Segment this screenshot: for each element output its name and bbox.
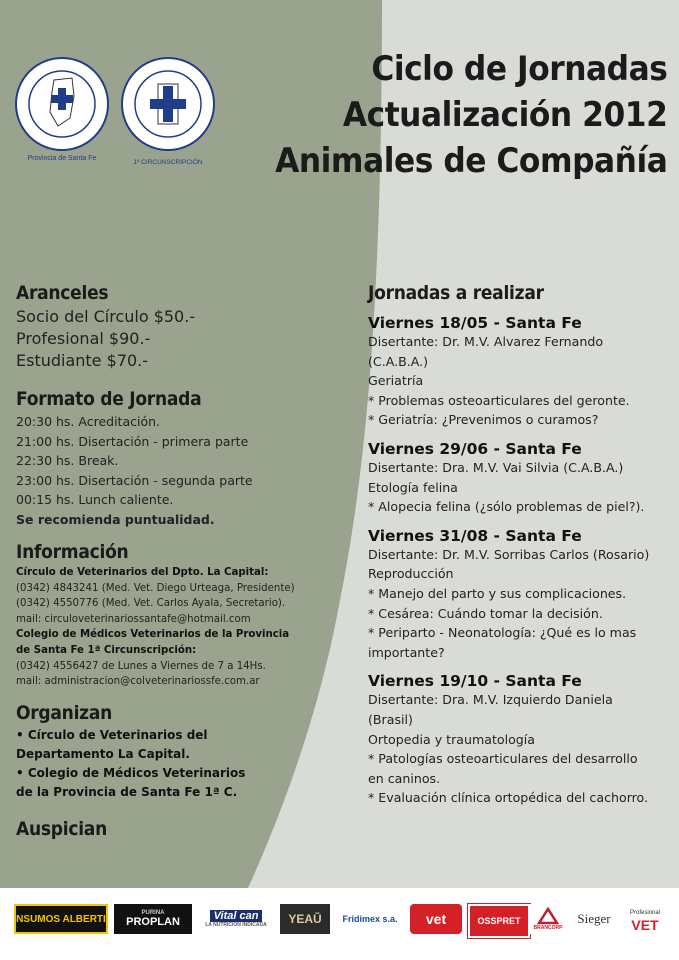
page-title: [275, 46, 667, 184]
schedule-item: 20:30 hs. Acreditación.: [16, 414, 160, 429]
jornada-date: Viernes 18/05 - Santa Fe: [368, 314, 582, 332]
jornada-speaker-origin: (Brasil): [368, 711, 413, 727]
fee-item: Estudiante $70.-: [16, 351, 149, 370]
jornada-speaker: Disertante: Dr. M.V. Alvarez Fernando: [368, 334, 604, 349]
sponsor-nsumos-alberti: NSUMOS ALBERTI: [14, 904, 108, 934]
schedule-item: 23:00 hs. Disertación - segunda parte: [16, 472, 253, 488]
schedule-item: 00:15 hs. Lunch caliente.: [16, 492, 174, 507]
organizer-line: • Colegio de Médicos Veterinarios: [16, 765, 246, 780]
jornada-bullet: * Evaluación clínica ortopédica del cachorro.: [368, 790, 649, 806]
organizer-line: • Círculo de Veterinarios del: [16, 727, 208, 742]
jornada-2: [368, 440, 672, 517]
colegio-subtitle: 1º CIRCUNSCRIPCIÓN: [133, 159, 203, 166]
info-mail: mail: administracion@colveterinariossfe.com.ar: [16, 676, 260, 688]
fee-item: Profesional $90.-: [16, 329, 151, 348]
jornada-date: Viernes 19/10 - Santa Fe: [368, 672, 582, 691]
jornada-bullet: * Manejo del parto y sus complicaciones.: [368, 585, 627, 601]
jornada-topic: Etología felina: [368, 479, 458, 495]
sponsor-profesional-vet: Profesional VET: [620, 904, 670, 934]
sponsor-vet: vet: [410, 904, 462, 934]
svg-text:Provincia de Santa Fe: Provincia de Santa Fe: [27, 155, 97, 162]
jornada-bullet: * Problemas osteoarticulares del geronte.: [368, 392, 630, 408]
fee-item: Socio del Círculo $50.-: [16, 307, 196, 326]
sponsor-proplan: PURINA PROPLAN: [114, 904, 192, 934]
schedule-item: 22:30 hs. Break.: [16, 453, 119, 468]
info-org: Colegio de Médicos Veterinarios de la Provincia: [16, 629, 290, 641]
jornada-speaker-origin: (C.A.B.A.): [368, 353, 429, 369]
jornada-bullet: * Geriatría: ¿Prevenimos o curamos?: [368, 412, 599, 428]
jornada-1: [368, 314, 672, 430]
title-line-1: Ciclo de Jornadas: [370, 49, 667, 89]
jornada-bullet: * Periparto - Neonatología: ¿Qué es lo mas: [368, 625, 637, 641]
info-phone: (0342) 4556427 de Lunes a Viernes de 7 a 14Hs.: [16, 660, 266, 672]
jornada-bullet: * Cesárea: Cuándo tomar la decisión.: [368, 605, 603, 621]
jornada-speaker: Disertante: Dr. M.V. Sorribas Carlos (Rosario): [368, 546, 650, 562]
left-column: [16, 282, 316, 840]
organizer-line: Departamento La Capital.: [16, 746, 190, 761]
punctuality-note: Se recomienda puntualidad.: [16, 511, 215, 527]
aranceles-heading: Aranceles: [16, 282, 109, 304]
schedule-item: 21:00 hs. Disertación - primera parte: [16, 433, 249, 449]
jornada-4: [368, 672, 672, 808]
formato-heading: Formato de Jornada: [16, 388, 202, 410]
sponsor-fridimex: Fridimex s.a.: [336, 904, 404, 934]
info-mail: mail: circuloveterinariossantafe@hotmail.com: [16, 613, 251, 625]
jornada-bullet-cont: importante?: [368, 644, 445, 660]
jornada-3: [368, 527, 672, 663]
jornada-topic: Geriatría: [368, 373, 424, 389]
jornada-bullet: * Patologías osteoarticulares del desarrollo: [368, 751, 638, 767]
info-phone: (0342) 4843241 (Med. Vet. Diego Urteaga, Presidente): [16, 582, 295, 594]
jornada-topic: Ortopedia y traumatología: [368, 731, 536, 747]
title-line-3: Animales de Compañía: [274, 141, 667, 181]
jornadas-heading: Jornadas a realizar: [368, 282, 544, 304]
jornada-date: Viernes 29/06 - Santa Fe: [368, 439, 582, 458]
organizan-heading: Organizan: [16, 701, 113, 724]
organizer-line: de la Provincia de Santa Fe 1ª C.: [16, 784, 238, 799]
colegio-logo: [122, 58, 214, 150]
title-line-2: Actualización 2012: [342, 95, 667, 135]
sponsor-yeau: YEAŬ: [280, 904, 330, 934]
jornada-date: Viernes 31/08 - Santa Fe: [368, 526, 582, 545]
jornada-bullet-cont: en caninos.: [368, 770, 441, 786]
auspician-heading: Auspician: [16, 817, 107, 840]
informacion-heading: Información: [16, 541, 129, 563]
sponsor-brancorp: BRANCORP: [530, 904, 566, 934]
jornada-speaker: Disertante: Dra. M.V. Izquierdo Daniela: [368, 692, 613, 708]
circulo-logo: [16, 58, 108, 162]
jornada-bullet: * Alopecia felina (¿sólo problemas de piel?).: [368, 499, 645, 515]
info-phone: (0342) 4550776 (Med. Vet. Carlos Ayala, Secretario).: [16, 598, 286, 610]
info-org: Círculo de Veterinarios del Dpto. La Capital:: [16, 567, 269, 578]
sponsor-ossppret: OSSPRET: [468, 904, 530, 938]
organizer-logos: [12, 56, 222, 166]
sponsor-sieger: Sieger: [572, 904, 616, 934]
brancorp-mark-icon: [537, 907, 559, 925]
jornada-topic: Reproducción: [368, 566, 454, 582]
jornada-speaker: Disertante: Dra. M.V. Vai Silvia (C.A.B.A.): [368, 459, 624, 475]
sponsor-vitalcan: Vital can LA NUTRICIÓN INDICADA: [198, 904, 274, 934]
right-column: [368, 282, 672, 808]
info-org: de Santa Fe 1ª Circunscripción:: [16, 644, 197, 656]
